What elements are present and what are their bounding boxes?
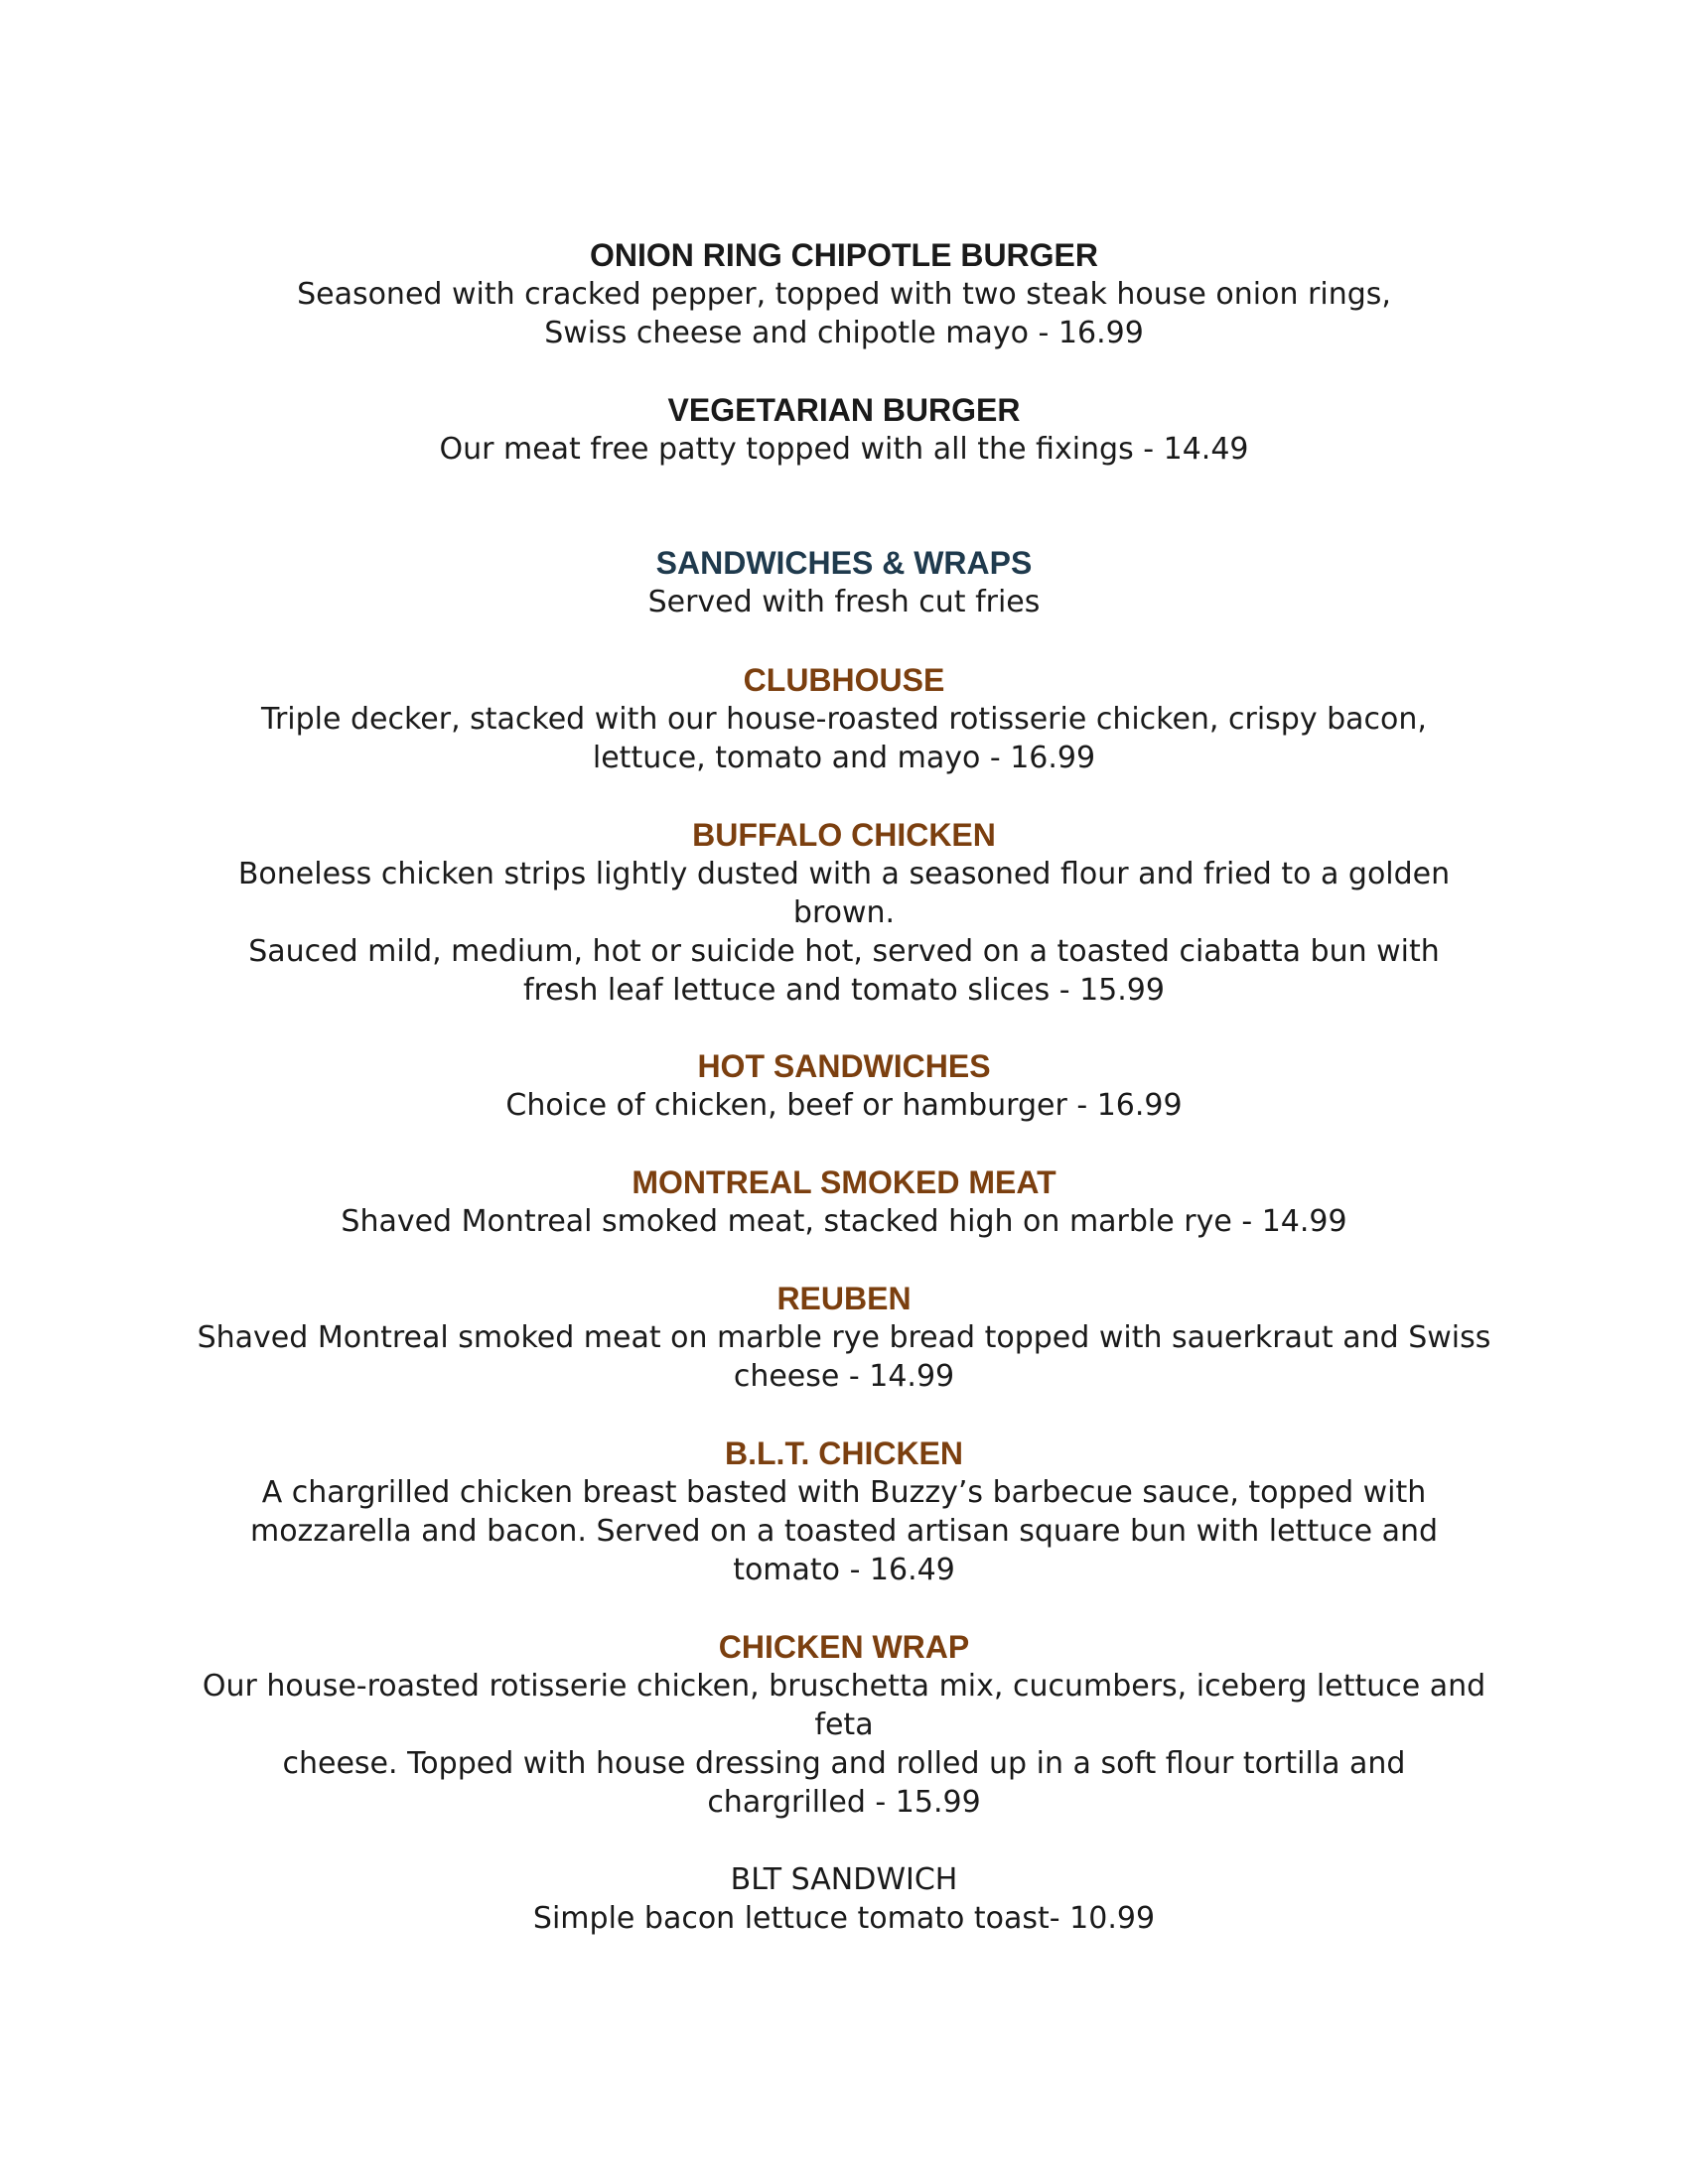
menu-item-buffalo-chicken: [149, 816, 1539, 1010]
description-line: Our house-roasted rotisserie chicken, bruschetta mix, cucumbers, iceberg lettuce and: [202, 1669, 1486, 1704]
menu-item-description: [149, 275, 1539, 352]
menu-item-title: REUBEN: [776, 1281, 912, 1316]
description-line: Shaved Montreal smoked meat on marble rye bread topped with sauerkraut and Swiss: [197, 1320, 1491, 1355]
menu-item-title: BUFFALO CHICKEN: [692, 817, 996, 853]
menu-item-chicken-wrap: [149, 1628, 1539, 1822]
menu-item-onion-ring-chipotle-burger: [149, 236, 1539, 352]
description-line: lettuce, tomato and mayo - 16.99: [592, 741, 1096, 775]
menu-item-clubhouse: [149, 661, 1539, 777]
description-line: A chargrilled chicken breast basted with Buzzy’s barbecue sauce, topped with: [261, 1475, 1427, 1510]
description-line: Our meat free patty topped with all the fixings - 14.49: [439, 432, 1249, 467]
menu-item-description: [149, 1899, 1539, 1938]
menu-item-description: [149, 1202, 1539, 1241]
description-line: fresh leaf lettuce and tomato slices - 15.99: [523, 973, 1165, 1008]
description-line: chargrilled - 15.99: [707, 1785, 981, 1820]
description-line: Sauced mild, medium, hot or suicide hot, served on a toasted ciabatta bun with: [248, 934, 1440, 969]
menu-item-title: HOT SANDWICHES: [697, 1048, 991, 1084]
menu-item-blt-sandwich: [149, 1860, 1539, 1938]
menu-item-vegetarian-burger: [149, 391, 1539, 469]
menu-item-description: [149, 1473, 1539, 1589]
menu-item-description: [149, 1318, 1539, 1396]
menu-item-title: CHICKEN WRAP: [718, 1629, 970, 1665]
section-sandwiches-wraps: [149, 544, 1539, 621]
section-subheading: Served with fresh cut fries: [647, 585, 1041, 619]
menu-item-title: BLT SANDWICH: [730, 1862, 958, 1897]
menu-item-montreal-smoked-meat: [149, 1163, 1539, 1241]
menu-item-title: B.L.T. CHICKEN: [725, 1435, 963, 1471]
description-line: Seasoned with cracked pepper, topped with two steak house onion rings,: [297, 277, 1391, 312]
menu-item-description: [149, 1086, 1539, 1125]
menu-item-description: [149, 1667, 1539, 1822]
description-line: Triple decker, stacked with our house-roasted rotisserie chicken, crispy bacon,: [261, 702, 1427, 737]
menu-item-blt-chicken: [149, 1434, 1539, 1589]
menu-item-description: [149, 430, 1539, 469]
description-line: cheese - 14.99: [733, 1359, 955, 1394]
description-line: cheese. Topped with house dressing and rolled up in a soft flour tortilla and: [282, 1746, 1406, 1781]
menu-item-title: MONTREAL SMOKED MEAT: [632, 1164, 1056, 1200]
description-line: mozzarella and bacon. Served on a toasted artisan square bun with lettuce and: [249, 1514, 1439, 1549]
menu-item-description: [149, 855, 1539, 1010]
description-line: Simple bacon lettuce tomato toast- 10.99: [532, 1901, 1156, 1936]
description-line: Swiss cheese and chipotle mayo - 16.99: [544, 316, 1144, 350]
description-line: feta: [814, 1707, 874, 1742]
menu-item-title: CLUBHOUSE: [743, 662, 945, 698]
description-line: tomato - 16.49: [733, 1553, 955, 1587]
description-line: brown.: [792, 895, 896, 930]
menu-item-title: ONION RING CHIPOTLE BURGER: [589, 237, 1098, 273]
description-line: Choice of chicken, beef or hamburger - 16.99: [505, 1088, 1183, 1123]
menu-item-hot-sandwiches: [149, 1047, 1539, 1125]
description-line: Boneless chicken strips lightly dusted with a seasoned flour and fried to a golden: [237, 857, 1451, 891]
menu-item-title: VEGETARIAN BURGER: [667, 392, 1021, 428]
section-heading: SANDWICHES & WRAPS: [655, 545, 1033, 581]
menu-item-reuben: [149, 1280, 1539, 1396]
description-line: Shaved Montreal smoked meat, stacked high on marble rye - 14.99: [341, 1204, 1347, 1239]
menu-item-description: [149, 700, 1539, 777]
